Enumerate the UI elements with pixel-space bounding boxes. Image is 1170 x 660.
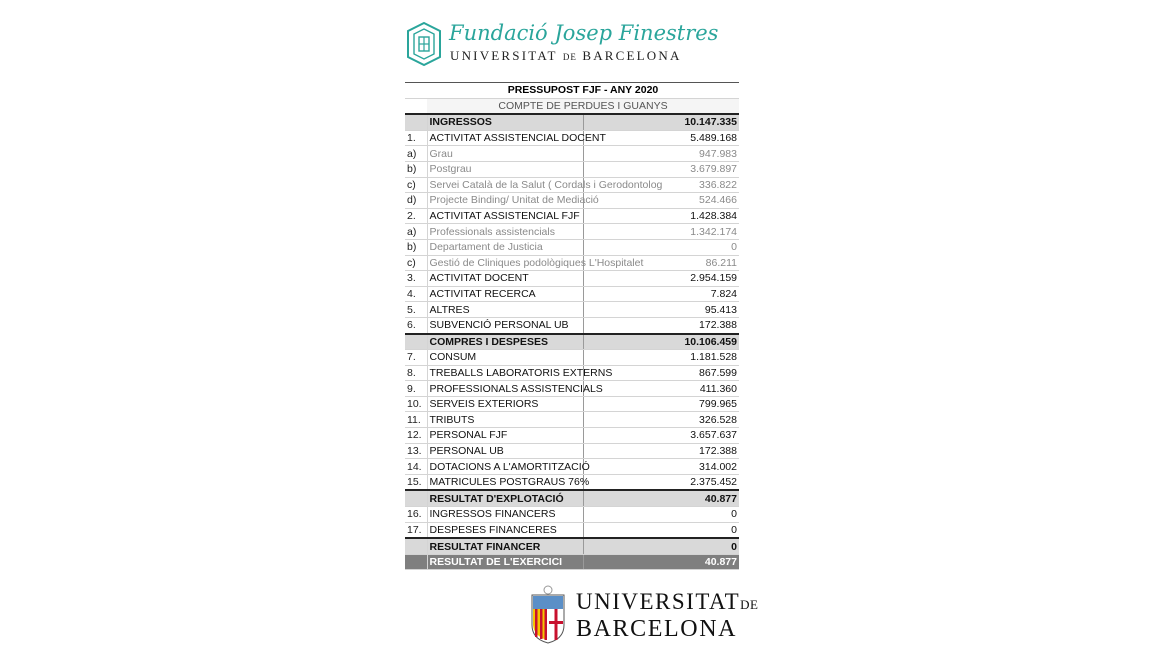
subtitle-spacer bbox=[405, 98, 427, 114]
fjf-subtitle bbox=[450, 48, 682, 64]
row-number bbox=[405, 490, 427, 506]
fjf-logo bbox=[405, 19, 735, 69]
row-label: PROFESSIONALS ASSISTENCIALS bbox=[427, 381, 583, 397]
row-value: 336.822 bbox=[583, 177, 739, 193]
row-label: INGRESSOS FINANCERS bbox=[427, 507, 583, 523]
row-number: 7. bbox=[405, 350, 427, 366]
row-number: 6. bbox=[405, 317, 427, 333]
table-subtitle-row bbox=[405, 98, 739, 114]
table-row bbox=[405, 396, 739, 412]
row-number: 13. bbox=[405, 443, 427, 459]
row-number: 5. bbox=[405, 302, 427, 318]
table-row bbox=[405, 255, 739, 271]
row-number: 12. bbox=[405, 428, 427, 444]
row-label: ACTIVITAT ASSISTENCIAL FJF bbox=[427, 208, 583, 224]
row-value: 947.983 bbox=[583, 146, 739, 162]
row-value: 3.679.897 bbox=[583, 161, 739, 177]
row-value: 95.413 bbox=[583, 302, 739, 318]
section-total-row bbox=[405, 490, 739, 506]
row-value: 172.388 bbox=[583, 443, 739, 459]
row-label: ACTIVITAT ASSISTENCIAL DOCENT bbox=[427, 130, 583, 146]
section-total-row bbox=[405, 554, 739, 570]
row-value: 10.147.335 bbox=[583, 114, 739, 130]
row-value: 40.877 bbox=[583, 490, 739, 506]
table-row bbox=[405, 381, 739, 397]
row-label: RESULTAT D'EXPLOTACIÓ bbox=[427, 490, 583, 506]
row-label: INGRESSOS bbox=[427, 114, 583, 130]
row-value: 799.965 bbox=[583, 396, 739, 412]
row-label: Servei Català de la Salut ( Cordals i Gerodontolog bbox=[427, 177, 583, 193]
row-value: 1.181.528 bbox=[583, 350, 739, 366]
fjf-sub-small: DE bbox=[562, 52, 577, 62]
ub-line1-main: UNIVERSITAT bbox=[576, 589, 741, 614]
row-number bbox=[405, 114, 427, 130]
row-label: COMPRES I DESPESES bbox=[427, 334, 583, 350]
row-number: 8. bbox=[405, 365, 427, 381]
row-number bbox=[405, 554, 427, 570]
row-label: RESULTAT FINANCER bbox=[427, 538, 583, 554]
row-number: 14. bbox=[405, 459, 427, 475]
row-number: 11. bbox=[405, 412, 427, 428]
table-title: PRESSUPOST FJF - ANY 2020 bbox=[427, 83, 739, 99]
ub-line1-small: DE bbox=[740, 597, 759, 612]
budget-table-body bbox=[405, 83, 739, 570]
row-value: 326.528 bbox=[583, 412, 739, 428]
row-value: 0 bbox=[583, 522, 739, 538]
fjf-name: Fundació Josep Finestres bbox=[449, 21, 719, 45]
table-row bbox=[405, 350, 739, 366]
row-value: 0 bbox=[583, 538, 739, 554]
table-row bbox=[405, 271, 739, 287]
row-label: Projecte Binding/ Unitat de Mediació bbox=[427, 193, 583, 209]
row-number bbox=[405, 538, 427, 554]
row-value: 2.954.159 bbox=[583, 271, 739, 287]
table-title-row bbox=[405, 83, 739, 99]
ub-logo bbox=[528, 585, 759, 647]
row-number: 9. bbox=[405, 381, 427, 397]
row-value: 867.599 bbox=[583, 365, 739, 381]
row-label: ALTRES bbox=[427, 302, 583, 318]
section-total-row bbox=[405, 538, 739, 554]
row-label: PERSONAL FJF bbox=[427, 428, 583, 444]
table-row bbox=[405, 286, 739, 302]
row-number: a) bbox=[405, 146, 427, 162]
row-number: c) bbox=[405, 255, 427, 271]
row-number: d) bbox=[405, 193, 427, 209]
row-label: RESULTAT DE L'EXERCICI bbox=[427, 554, 583, 570]
row-number: 2. bbox=[405, 208, 427, 224]
row-number: 17. bbox=[405, 522, 427, 538]
row-value: 10.106.459 bbox=[583, 334, 739, 350]
section-total-row bbox=[405, 114, 739, 130]
section-total-row bbox=[405, 334, 739, 350]
row-number: 1. bbox=[405, 130, 427, 146]
table-row bbox=[405, 459, 739, 475]
row-number: 16. bbox=[405, 507, 427, 523]
table-row bbox=[405, 443, 739, 459]
row-label: Professionals assistencials bbox=[427, 224, 583, 240]
fjf-sub-end: BARCELONA bbox=[582, 48, 682, 63]
row-value: 2.375.452 bbox=[583, 474, 739, 490]
row-number: b) bbox=[405, 161, 427, 177]
table-row bbox=[405, 224, 739, 240]
table-subtitle: COMPTE DE PERDUES I GUANYS bbox=[427, 98, 739, 114]
row-value: 3.657.637 bbox=[583, 428, 739, 444]
row-value: 1.342.174 bbox=[583, 224, 739, 240]
row-label: ACTIVITAT RECERCA bbox=[427, 286, 583, 302]
row-number: 3. bbox=[405, 271, 427, 287]
row-label: DESPESES FINANCERES bbox=[427, 522, 583, 538]
row-label: CONSUM bbox=[427, 350, 583, 366]
table-row bbox=[405, 193, 739, 209]
row-label: Grau bbox=[427, 146, 583, 162]
row-value: 411.360 bbox=[583, 381, 739, 397]
row-value: 314.002 bbox=[583, 459, 739, 475]
row-value: 0 bbox=[583, 239, 739, 255]
ub-name-line1 bbox=[576, 589, 759, 615]
row-label: TRIBUTS bbox=[427, 412, 583, 428]
table-row bbox=[405, 365, 739, 381]
row-label: DOTACIONS A L'AMORTITZACIÓ bbox=[427, 459, 583, 475]
table-row bbox=[405, 161, 739, 177]
row-label: Departament de Justicia bbox=[427, 239, 583, 255]
row-label: SERVEIS EXTERIORS bbox=[427, 396, 583, 412]
table-row bbox=[405, 146, 739, 162]
row-number: b) bbox=[405, 239, 427, 255]
row-value: 1.428.384 bbox=[583, 208, 739, 224]
row-value: 524.466 bbox=[583, 193, 739, 209]
table-row bbox=[405, 302, 739, 318]
row-value: 7.824 bbox=[583, 286, 739, 302]
row-label: Gestió de Cliniques podològiques L'Hospitalet bbox=[427, 255, 583, 271]
row-label: ACTIVITAT DOCENT bbox=[427, 271, 583, 287]
table-row bbox=[405, 177, 739, 193]
table-row bbox=[405, 428, 739, 444]
table-row bbox=[405, 239, 739, 255]
row-number: c) bbox=[405, 177, 427, 193]
table-row bbox=[405, 130, 739, 146]
table-row bbox=[405, 474, 739, 490]
fjf-emblem-icon bbox=[405, 21, 443, 67]
row-label: TREBALLS LABORATORIS EXTERNS bbox=[427, 365, 583, 381]
row-value: 40.877 bbox=[583, 554, 739, 570]
row-number: a) bbox=[405, 224, 427, 240]
table-row bbox=[405, 317, 739, 333]
row-value: 0 bbox=[583, 507, 739, 523]
ub-name-line2: BARCELONA bbox=[576, 616, 738, 642]
row-number bbox=[405, 334, 427, 350]
budget-table bbox=[405, 82, 739, 570]
row-number: 4. bbox=[405, 286, 427, 302]
row-label: SUBVENCIÓ PERSONAL UB bbox=[427, 317, 583, 333]
row-label: Postgrau bbox=[427, 161, 583, 177]
ub-shield-icon bbox=[528, 585, 568, 645]
row-number: 15. bbox=[405, 474, 427, 490]
row-value: 172.388 bbox=[583, 317, 739, 333]
title-spacer bbox=[405, 83, 427, 99]
row-label: PERSONAL UB bbox=[427, 443, 583, 459]
table-row bbox=[405, 522, 739, 538]
table-row bbox=[405, 208, 739, 224]
row-label: MATRICULES POSTGRAUS 76% bbox=[427, 474, 583, 490]
table-row bbox=[405, 507, 739, 523]
table-row bbox=[405, 412, 739, 428]
row-number: 10. bbox=[405, 396, 427, 412]
row-value: 5.489.168 bbox=[583, 130, 739, 146]
row-value: 86.211 bbox=[583, 255, 739, 271]
fjf-sub-main: UNIVERSITAT bbox=[450, 48, 558, 63]
